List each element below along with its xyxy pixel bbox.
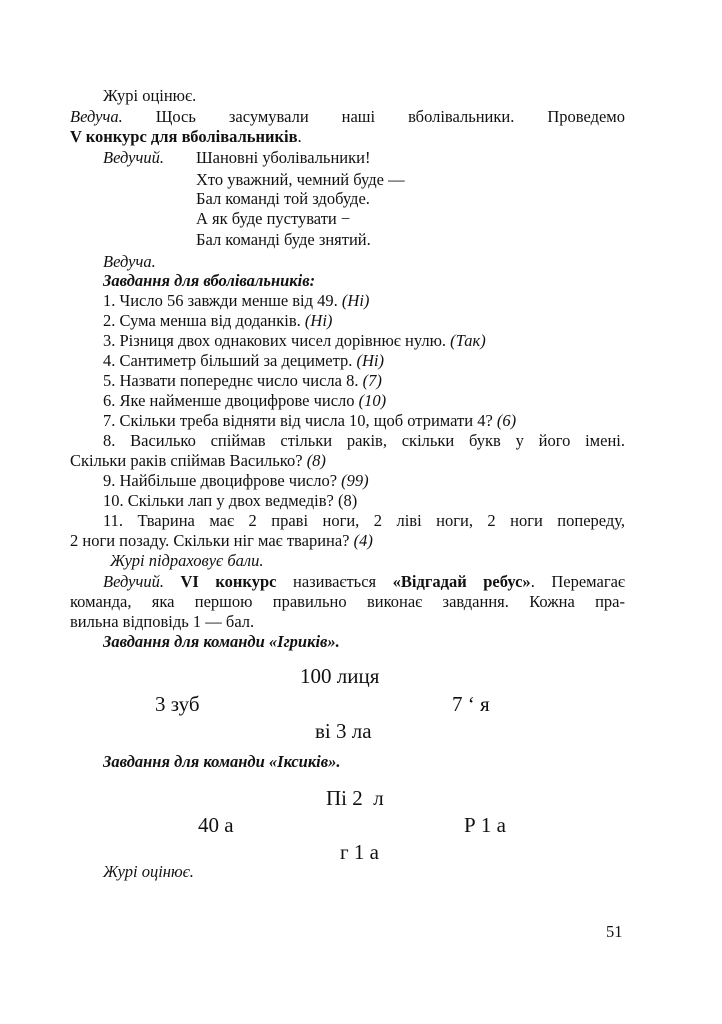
text-line: вильна відповідь 1 — бал. — [70, 612, 255, 631]
question: 7. Скільки треба відняти від числа 10, щоб отримати 4? — [103, 411, 497, 430]
rebus-item: ві 3 ла — [315, 719, 372, 743]
contest-name: «Відгадай ребус» — [392, 572, 531, 591]
question-line — [103, 331, 486, 351]
question: Скільки раків спіймав Василько? — [70, 451, 307, 470]
rebus-item: 40 а — [198, 813, 234, 837]
question-line: 11. Тварина має 2 праві ноги, 2 ліві ноги, 2 ноги попереду, — [103, 511, 625, 530]
answer: (Ні) — [356, 351, 385, 370]
stage-direction: Журі підраховує бали. — [110, 551, 264, 570]
speaker-label: Ведучий. — [103, 572, 164, 591]
poem-line: Шановні уболівальники! — [196, 148, 371, 167]
question: 2 ноги позаду. Скільки ніг має тварина? — [70, 531, 354, 550]
poem-line: Бал команді буде знятий. — [196, 230, 371, 249]
page-number: 51 — [606, 922, 623, 941]
answer: (Ні) — [341, 291, 370, 310]
text-line — [70, 107, 625, 127]
speaker-label: Ведуча. — [103, 252, 156, 271]
question: 9. Найбільше двоцифрове число? — [103, 471, 342, 490]
section-heading: Завдання для вболівальників: — [103, 271, 316, 290]
question: 3. Різниця двох однакових чисел дорівнює нулю. — [103, 331, 451, 350]
answer: (Так) — [450, 331, 486, 350]
question-line — [103, 351, 384, 371]
poem-line: А як буде пустувати − — [196, 209, 351, 228]
stage-direction: Журі оцінює. — [103, 862, 194, 881]
task-heading: Завдання для команди «Іксиків». — [103, 752, 341, 771]
question: 2. Сума менша від доданків. — [103, 311, 305, 330]
question: 1. Число 56 завжди менше від 49. — [103, 291, 342, 310]
answer: (7) — [362, 371, 382, 390]
question-line — [103, 371, 382, 391]
rebus-item: Р 1 а — [464, 813, 506, 837]
answer: (6) — [496, 411, 517, 430]
question: 4. Сантиметр більший за дециметр. — [103, 351, 357, 370]
rebus-item: 100 лиця — [300, 664, 380, 688]
question-line: 8. Василько спіймав стільки раків, скільки букв у його імені. — [103, 431, 625, 450]
text-line: команда, яка першою правильно виконає завдання. Кожна пра- — [70, 592, 625, 611]
question-line — [103, 391, 386, 411]
answer: (4) — [353, 531, 373, 550]
speaker-label: Ведуча. — [70, 107, 123, 126]
text-line — [70, 127, 302, 147]
speaker-label: Ведучий. — [103, 148, 164, 167]
contest-title: V конкурс для вболівальників — [70, 127, 298, 146]
text: Щось засумували наші вболівальники. Проведемо — [122, 107, 625, 126]
poem-line: Хто уважний, чемний буде — — [196, 170, 405, 189]
task-heading: Завдання для команди «Ігриків». — [103, 632, 340, 651]
rebus-item: 3 зуб — [155, 692, 200, 716]
text: . — [297, 127, 302, 146]
answer: (10) — [358, 391, 387, 410]
text: . Перемагає — [530, 572, 625, 591]
question-line — [70, 531, 373, 551]
text-line — [70, 572, 625, 592]
contest-title: VI конкурс — [163, 572, 277, 591]
question: 5. Назвати попереднє число числа 8. — [103, 371, 363, 390]
answer: (8) — [306, 451, 326, 470]
question-line — [70, 451, 326, 471]
question-line: 10. Скільки лап у двох ведмедів? (8) — [103, 491, 358, 510]
answer: (99) — [341, 471, 369, 490]
rebus-item: г 1 а — [340, 840, 379, 864]
text-line: Журі оцінює. — [103, 86, 197, 105]
question: 6. Яке найменше двоцифрове число — [103, 391, 359, 410]
rebus-item: Пі 2 л — [326, 786, 384, 810]
text: називається — [276, 572, 393, 591]
question-line — [103, 471, 369, 491]
question-line — [103, 411, 516, 431]
answer: (Ні) — [304, 311, 333, 330]
question-line — [103, 311, 332, 331]
rebus-item: 7 ‘ я — [452, 692, 490, 716]
question-line — [103, 291, 369, 311]
poem-line: Бал команді той здобуде. — [196, 189, 370, 208]
